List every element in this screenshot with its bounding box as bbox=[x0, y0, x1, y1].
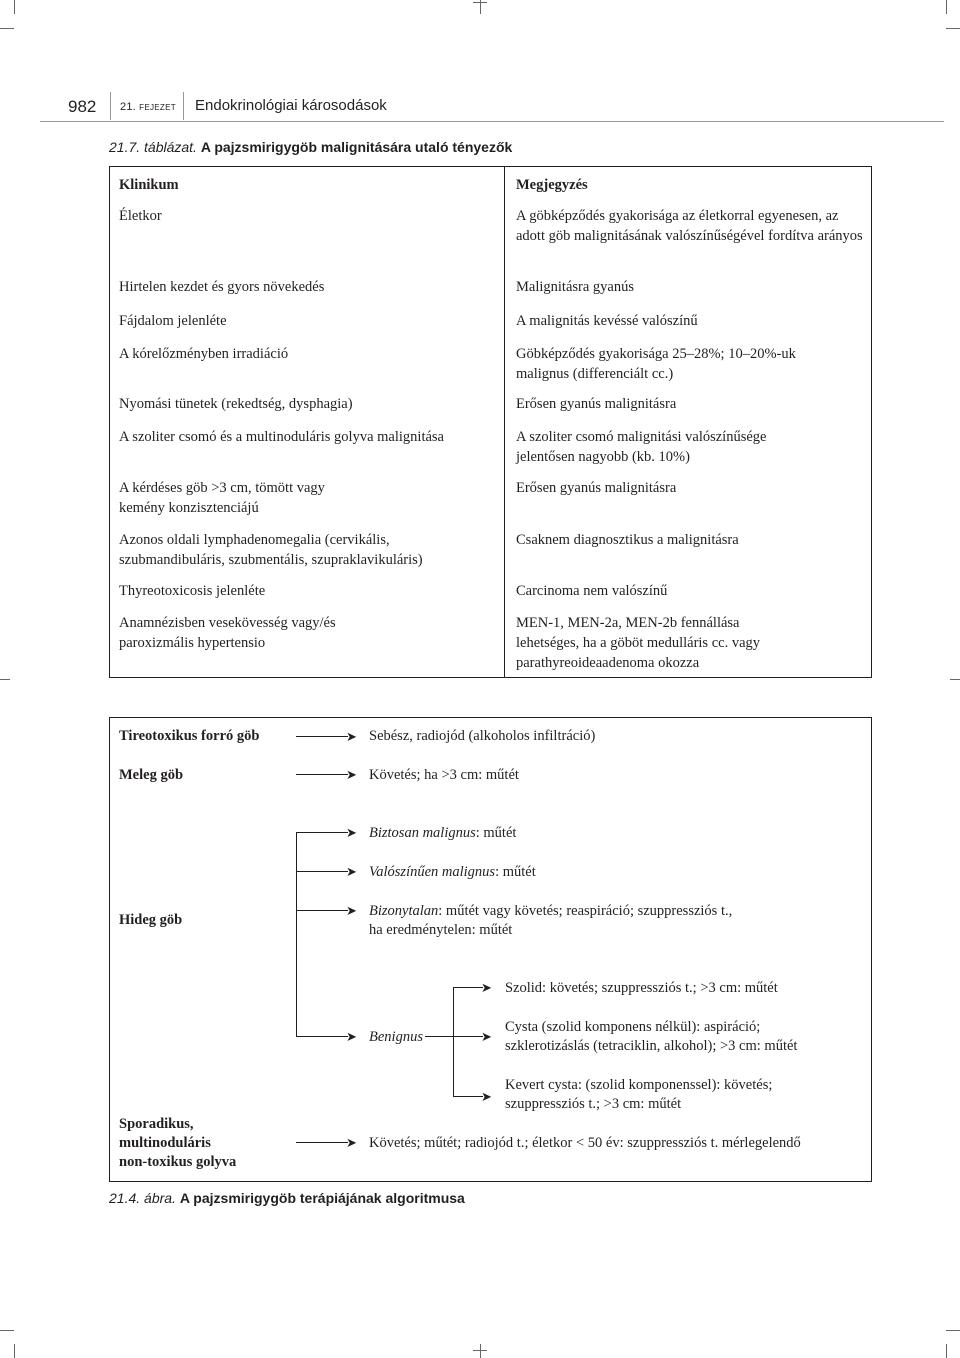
algorithm-flowchart bbox=[109, 717, 872, 1182]
arrow-line bbox=[296, 736, 348, 737]
arrow-line bbox=[296, 910, 348, 911]
arrow-line bbox=[296, 774, 348, 775]
arrow-line bbox=[296, 832, 348, 833]
crop-mark bbox=[0, 1330, 14, 1331]
crop-mark bbox=[946, 1344, 947, 1358]
branch-connector-line bbox=[425, 1036, 453, 1037]
table-cell-note: Erősen gyanús malignitásra bbox=[516, 396, 677, 412]
crop-mark bbox=[473, 2, 487, 3]
table-cell-factor: A kérdéses göb >3 cm, tömött vagy kemény konzisztenciájú bbox=[119, 480, 325, 516]
arrow-head-icon: ➤ bbox=[481, 980, 492, 995]
arrow-head-icon: ➤ bbox=[346, 1135, 357, 1150]
table-cell-factor: A kórelőzményben irradiáció bbox=[119, 346, 289, 362]
figure-caption-title: A pajzsmirigygöb terápiájának algoritmusa bbox=[179, 1190, 465, 1206]
chapter-word: FEJEZET bbox=[139, 103, 176, 112]
table-cell-factor: A szoliter csomó és a multinoduláris golyva malignitása bbox=[119, 429, 444, 445]
arrow-head-icon: ➤ bbox=[346, 729, 357, 744]
probable-malignant-term: Valószínűen malignus bbox=[369, 864, 496, 880]
header-divider bbox=[110, 92, 111, 120]
uncertain-action-continued: ha eredménytelen: műtét bbox=[369, 922, 513, 938]
arrow-head-icon: ➤ bbox=[346, 1029, 357, 1044]
figure-caption bbox=[109, 1190, 465, 1206]
crop-mark bbox=[0, 28, 14, 29]
cold-certain-malignant bbox=[369, 823, 516, 843]
arrow-head-icon: ➤ bbox=[481, 1029, 492, 1044]
table-cell-factor: Azonos oldali lymphadenomegalia (cervikális, szubmandibuláris, szubmentális, szupraklavikuláris) bbox=[119, 532, 423, 568]
header-divider bbox=[183, 92, 184, 120]
table-cell-note: A szoliter csomó malignitási valószínűsége jelentősen nagyobb (kb. 10%) bbox=[516, 429, 767, 465]
goiter-label: Sporadikus, bbox=[119, 1116, 194, 1132]
table-cell-factor: Fájdalom jelenléte bbox=[119, 313, 227, 329]
goiter-label-line2: multinoduláris bbox=[119, 1135, 211, 1151]
benign-mixed-cyst: Kevert cysta: (szolid komponenssel): követés; bbox=[505, 1077, 773, 1093]
table-cell-note: A malignitás kevéssé valószínű bbox=[516, 313, 698, 329]
warm-nodule-label: Meleg göb bbox=[119, 767, 184, 783]
arrow-head-icon: ➤ bbox=[346, 864, 357, 879]
arrow-line bbox=[296, 1142, 348, 1143]
figure-caption-number: 21.4. ábra. bbox=[109, 1190, 176, 1206]
arrow-head-icon: ➤ bbox=[346, 767, 357, 782]
probable-malignant-action: : műtét bbox=[495, 864, 536, 880]
table-cell-factor: Életkor bbox=[119, 208, 162, 224]
cold-nodule-label: Hideg göb bbox=[119, 912, 183, 928]
page-number: 982 bbox=[68, 97, 97, 116]
table-header-note: Megjegyzés bbox=[516, 177, 588, 193]
crop-mark bbox=[946, 0, 947, 14]
table-cell-factor: Hirtelen kezdet és gyors növekedés bbox=[119, 279, 325, 295]
arrow-line bbox=[296, 871, 348, 872]
goiter-label-line3: non-toxikus golyva bbox=[119, 1154, 237, 1170]
table-cell-note: Malignitásra gyanús bbox=[516, 279, 634, 295]
chapter-number: 21. bbox=[120, 101, 136, 113]
crop-mark bbox=[14, 0, 15, 14]
crop-mark bbox=[480, 1344, 481, 1358]
table-cell-factor: Nyomási tünetek (rekedtség, dysphagia) bbox=[119, 396, 353, 412]
table-cell-note: Göbképződés gyakorisága 25–28%; 10–20%-uk malignus (differenciált cc.) bbox=[516, 346, 796, 382]
crop-mark bbox=[946, 28, 960, 29]
arrow-head-icon: ➤ bbox=[346, 825, 357, 840]
uncertain-term: Bizonytalan bbox=[369, 903, 439, 919]
hot-nodule-label: Tireotoxikus forró göb bbox=[119, 728, 260, 744]
benign-solid: Szolid: követés; szuppressziós t.; >3 cm: műtét bbox=[505, 980, 778, 996]
header-rule bbox=[40, 121, 944, 122]
table-column-divider bbox=[504, 166, 505, 678]
branch-vertical-line bbox=[296, 832, 297, 1036]
branch-vertical-line bbox=[453, 987, 454, 1097]
certain-malignant-action: : műtét bbox=[475, 825, 517, 841]
table-caption-number: 21.7. táblázat. bbox=[109, 139, 197, 155]
arrow-line bbox=[296, 1036, 348, 1037]
goiter-action: Követés; műtét; radiojód t.; életkor < 50 év: szuppressziós t. mérlegelendő bbox=[369, 1135, 801, 1151]
crop-mark bbox=[0, 679, 10, 680]
crop-mark bbox=[950, 679, 960, 680]
crop-mark bbox=[946, 1330, 960, 1331]
benign-term: Benignus bbox=[369, 1029, 423, 1045]
warm-nodule-action: Követés; ha >3 cm: műtét bbox=[369, 767, 519, 783]
hot-nodule-action: Sebész, radiojód (alkoholos infiltráció) bbox=[369, 728, 596, 744]
table-caption bbox=[109, 139, 512, 155]
table-cell-factor: Thyreotoxicosis jelenléte bbox=[119, 583, 266, 599]
crop-mark bbox=[14, 1344, 15, 1358]
table-cell-factor: Anamnézisben vesekövesség vagy/és paroxizmális hypertensio bbox=[119, 615, 336, 651]
table-cell-note: Carcinoma nem valószínű bbox=[516, 583, 668, 599]
cold-uncertain bbox=[369, 901, 732, 921]
arrow-head-icon: ➤ bbox=[481, 1089, 492, 1104]
certain-malignant-term: Biztosan malignus bbox=[369, 825, 476, 841]
uncertain-action: : műtét vagy követés; reaspiráció; szuppressziós t., bbox=[438, 903, 733, 919]
table-cell-note: Csaknem diagnosztikus a malignitásra bbox=[516, 532, 739, 548]
benign-cyst-continued: szklerotizáslás (tetraciklin, alkohol); >3 cm: műtét bbox=[505, 1038, 798, 1054]
cold-probable-malignant bbox=[369, 862, 536, 882]
table-caption-title: A pajzsmirigygöb malignitására utaló tényezők bbox=[200, 139, 513, 155]
benign-cyst: Cysta (szolid komponens nélkül): aspiráció; bbox=[505, 1019, 761, 1035]
table-cell-note: Erősen gyanús malignitásra bbox=[516, 480, 677, 496]
crop-mark bbox=[473, 1350, 487, 1351]
arrow-line bbox=[453, 1036, 483, 1037]
table-cell-note: MEN-1, MEN-2a, MEN-2b fennállása lehetséges, ha a göböt medulláris cc. vagy parathyreoideaadenoma okozza bbox=[516, 615, 761, 671]
chapter-title: Endokrinológiai károsodások bbox=[195, 97, 387, 114]
table-header-clinical: Klinikum bbox=[119, 177, 179, 193]
arrow-line bbox=[453, 1096, 483, 1097]
table-cell-note: A göbképződés gyakorisága az életkorral egyenesen, az adott göb malignitásának valószínűségével fordítva arányos bbox=[516, 208, 863, 244]
arrow-head-icon: ➤ bbox=[346, 903, 357, 918]
chapter-label bbox=[120, 101, 176, 113]
arrow-line bbox=[453, 987, 483, 988]
benign-mixed-cyst-continued: szuppressziós t.; >3 cm: műtét bbox=[505, 1096, 682, 1112]
